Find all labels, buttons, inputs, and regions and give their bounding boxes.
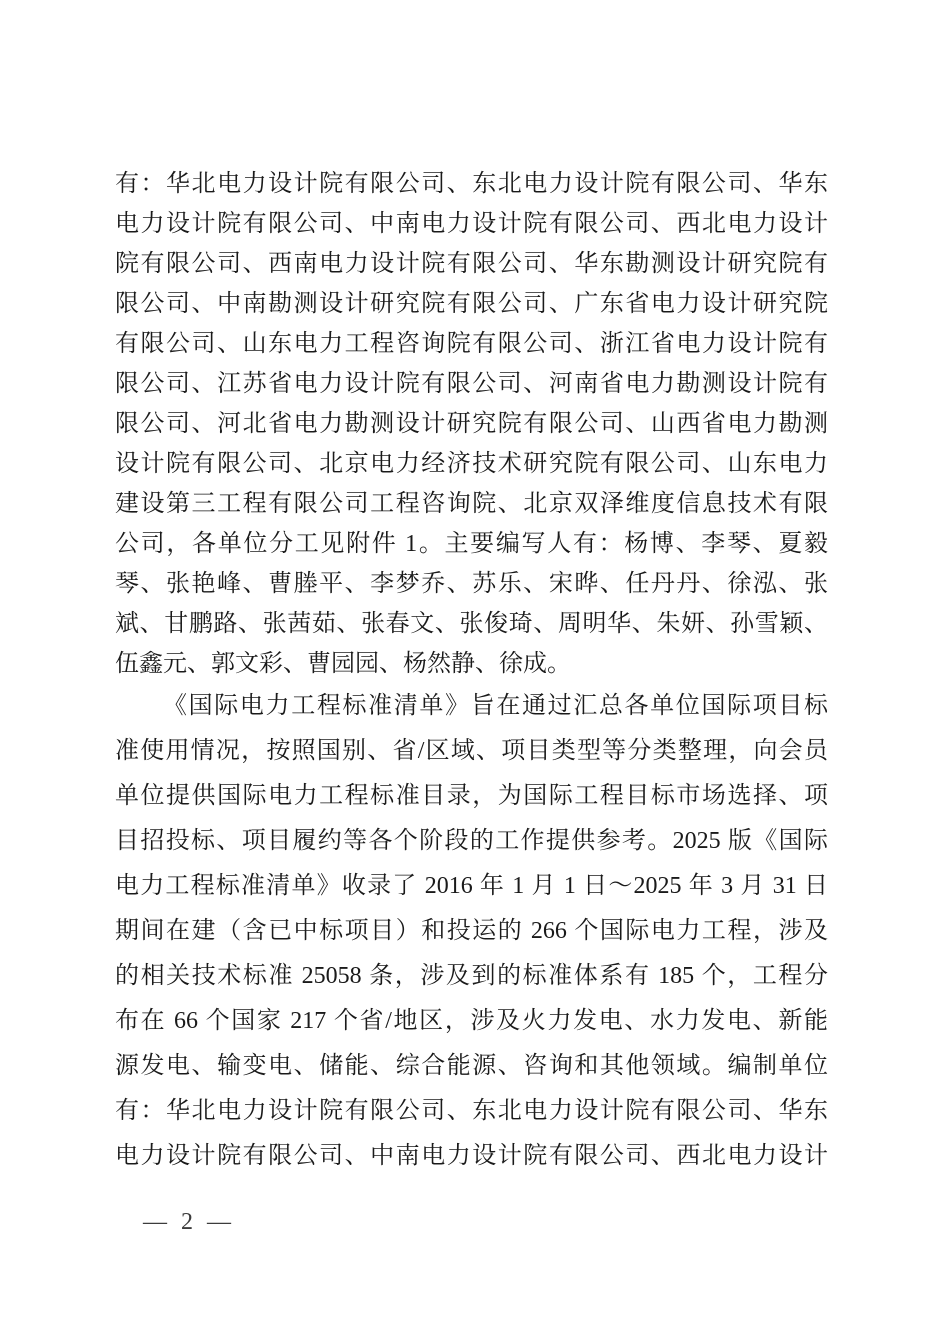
text-line: 有限公司、山东电力工程咨询院有限公司、浙江省电力设计院有 — [115, 331, 828, 357]
text-line: 电力工程标准清单》收录了 2016 年 1 月 1 日～2025 年 3 月 31 日 — [115, 873, 828, 899]
document-body — [115, 164, 828, 1179]
text-line: 限公司、河北省电力勘测设计研究院有限公司、山西省电力勘测 — [115, 411, 828, 437]
text-line: 期间在建（含已中标项目）和投运的 266 个国际电力工程，涉及 — [115, 918, 828, 944]
text-line: 设计院有限公司、北京电力经济技术研究院有限公司、山东电力 — [115, 451, 828, 477]
text-line: 目招投标、项目履约等各个阶段的工作提供参考。2025 版《国际 — [115, 828, 828, 854]
text-line: 准使用情况，按照国别、省/区域、项目类型等分类整理，向会员 — [115, 738, 828, 764]
text-line: 院有限公司、西南电力设计院有限公司、华东勘测设计研究院有 — [115, 251, 828, 277]
text-line: 琴、张艳峰、曹塍平、李梦乔、苏乐、宋晔、任丹丹、徐泓、张 — [115, 571, 828, 597]
text-line: 电力设计院有限公司、中南电力设计院有限公司、西北电力设计 — [115, 1143, 828, 1169]
text-line: 有：华北电力设计院有限公司、东北电力设计院有限公司、华东 — [115, 171, 828, 197]
text-line: 限公司、中南勘测设计研究院有限公司、广东省电力设计研究院 — [115, 291, 828, 317]
text-line: 单位提供国际电力工程标准目录，为国际工程目标市场选择、项 — [115, 783, 828, 809]
text-line: 伍鑫元、郭文彩、曹园园、杨然静、徐成。 — [115, 651, 571, 677]
text-line: 布在 66 个国家 217 个省/地区，涉及火力发电、水力发电、新能 — [115, 1008, 828, 1034]
text-line: 的相关技术标准 25058 条，涉及到的标准体系有 185 个，工程分 — [115, 963, 828, 989]
text-line: 《国际电力工程标准清单》旨在通过汇总各单位国际项目标 — [163, 693, 828, 719]
text-line: 斌、甘鹏路、张茜茹、张春文、张俊琦、周明华、朱妍、孙雪颖、 — [115, 611, 828, 637]
text-line: 限公司、江苏省电力设计院有限公司、河南省电力勘测设计院有 — [115, 371, 828, 397]
paragraph-units-and-authors — [115, 164, 828, 684]
page-number: — 2 — — [143, 1209, 235, 1235]
text-line: 电力设计院有限公司、中南电力设计院有限公司、西北电力设计 — [115, 211, 828, 237]
text-line: 源发电、输变电、储能、综合能源、咨询和其他领域。编制单位 — [115, 1053, 828, 1079]
paragraph-standards-list-intro — [115, 684, 828, 1179]
text-line: 建设第三工程有限公司工程咨询院、北京双泽维度信息技术有限 — [115, 491, 828, 517]
text-line: 有：华北电力设计院有限公司、东北电力设计院有限公司、华东 — [115, 1098, 828, 1124]
text-line: 公司，各单位分工见附件 1。主要编写人有：杨博、李琴、夏毅 — [115, 531, 828, 557]
